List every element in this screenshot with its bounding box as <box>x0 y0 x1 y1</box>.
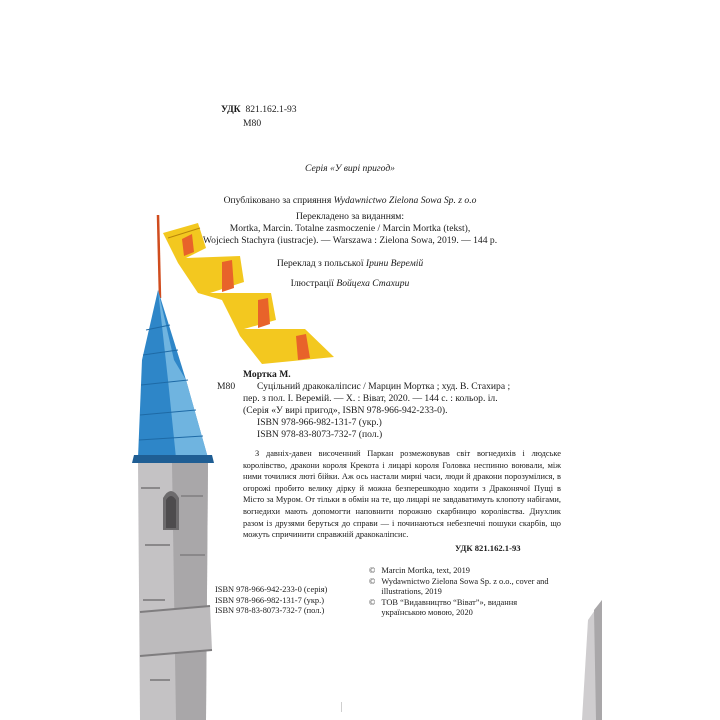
translation-source-heading: Перекладено за виданням: <box>295 211 405 222</box>
copyright-entry: © Wydawnictwo Zielona Sowa Sp. z o.o., cover and illustrations, 2019 <box>369 576 549 596</box>
publication-support: Опубліковано за сприяння Wydawnictwo Zielona Sowa Sp. z o.o <box>223 195 477 206</box>
copyright-entry: © Marcin Mortka, text, 2019 <box>369 566 470 575</box>
isbn-ukr: ISBN 978-966-982-131-7 (укр.) <box>215 595 324 605</box>
fold-mark <box>341 702 342 712</box>
translator-line: Переклад з польської Ірини Веремій <box>276 258 424 269</box>
isbn-pol: ISBN 978-83-8073-732-7 (пол.) <box>215 606 325 615</box>
catalog-isbn-pol: ISBN 978-83-8073-732-7 (пол.) <box>257 429 383 440</box>
catalog-line2: пер. з пол. І. Веремій. — Х. : Віват, 2020. — 144 с. : кольор. іл. <box>243 393 498 404</box>
copyright-entry: © ТОВ “Видавництво “Віват”», видання українською мовою, 2020 <box>369 597 518 617</box>
series-line: Серія «У вирі пригод» <box>305 163 395 174</box>
tower-body <box>138 463 212 720</box>
catalog-author-heading: Мортка М. <box>243 369 291 380</box>
isbn-series: ISBN 978-966-942-233-0 (серія) <box>215 585 328 594</box>
illustrator-line: Ілюстрації Войцеха Стахири <box>290 278 410 289</box>
copyright-block <box>369 566 569 619</box>
udk-author-mark: М80 <box>243 118 262 129</box>
annotation-text: З давніх-давен височенний Паркан розмежовував світ вогнедихів і людське королівство, дракони короля Крекота і лицарі короля Головка неспинно воювали, між ними точилися люті бійки. Аж ось настали мирні часи, люди й дракони порозумілися, в огорожі пробито велику дірку й можна безперешкодно ходити з Драконячої Пущі в Місто за Муром. От тільки в обмін на те, що лицарі не завдаватимуть клопоту набігами, вогнедихи мають допомогти наповнити порожню скарбницю королівства. Днухлик разом із друзями беруться до справи — і починаються небезпечні пошуки скарбів, що можуть спричинити справжній дракокаліпсис. <box>243 449 561 540</box>
catalog-line3: (Серія «У вирі пригод», ISBN 978-966-942-233-0). <box>243 405 448 416</box>
translation-source-line1: Mortka, Marcin. Totalne zasmoczenie / Marcin Mortka (tekst), <box>229 223 471 234</box>
udk-bottom: УДК 821.162.1-93 <box>455 543 521 553</box>
udk-top-line: УДК 821.162.1-93 <box>221 104 297 115</box>
tower-spire <box>132 290 214 463</box>
right-tower-edge <box>582 268 602 720</box>
translation-source-line2: Wojciech Stachyra (iustracje). — Warszawa : Zielona Sowa, 2019. — 144 p. <box>202 235 498 246</box>
flagpole <box>158 215 160 298</box>
catalog-isbn-ukr: ISBN 978-966-982-131-7 (укр.) <box>257 417 382 428</box>
catalog-line1: Суцільний дракокаліпсис / Марцин Мортка ; худ. В. Стахира ; <box>257 381 511 392</box>
catalog-mark: М80 <box>217 381 236 392</box>
isbn-block <box>215 585 327 617</box>
